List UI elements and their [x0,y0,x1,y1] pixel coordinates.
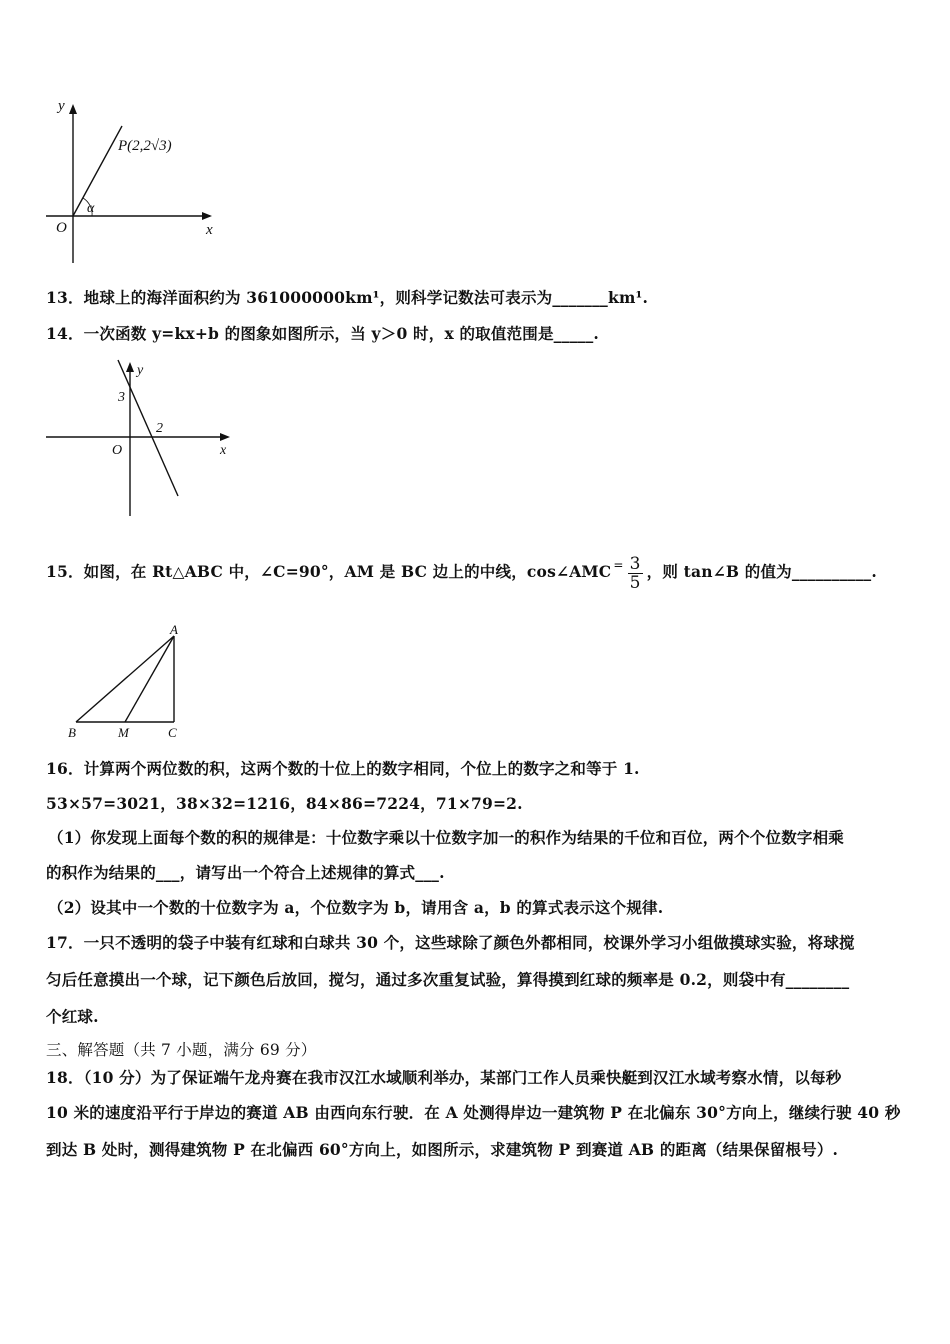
vertex-c-label: C [168,725,177,740]
vertex-b-label: B [68,725,76,740]
ray-op [73,126,122,216]
angle-alpha-label: α [87,201,95,216]
segment-am [125,636,174,722]
function-line [118,360,178,496]
figure-point-p-svg [40,98,225,268]
y-axis-label: y [137,363,144,378]
question-18-line-1: 18．（10 分）为了保证端午龙舟赛在我市汉江水域顺利举办，某部门工作人员乘快艇到汉江水域考察水情，以每秒 [46,1068,842,1087]
question-15-suffix: ，则 tan∠B 的值为__________. [646,562,877,581]
x-axis-arrow [202,212,212,220]
x-axis-arrow [220,433,230,441]
section-3-title: 三、解答题（共 7 小题，满分 69 分） [46,1041,317,1059]
figure-triangle-svg [60,620,200,745]
question-18-line-2: 10 米的速度沿平行于岸边的赛道 AB 由西向东行驶．在 A 处测得岸边一建筑物 P 在北偏东 30°方向上，继续行驶 40 秒 [46,1103,901,1122]
point-p-label: P(2,2√3) [118,138,172,154]
question-14: 14．一次函数 y=kx+b 的图象如图所示，当 y＞0 时，x 的取值范围是_____. [46,324,600,343]
question-15-fraction [628,555,643,592]
question-15-equals: = [613,558,624,572]
y-axis-label: y [58,98,65,114]
question-17-line-2: 匀后任意摸出一个球，记下颜色后放回，搅匀，通过多次重复试验，算得摸到红球的频率是 0.2，则袋中有________ [46,970,850,989]
question-15 [46,552,877,593]
fraction-numerator: 3 [629,553,641,574]
x-axis-label: x [220,443,227,458]
y-axis-arrow [126,362,134,372]
point-m-label: M [118,725,129,740]
figure-point-p-graph [40,98,225,268]
origin-label: O [112,443,123,458]
y-intercept-label: 3 [118,390,125,405]
y-axis-arrow [69,104,77,114]
fraction-denominator: 5 [629,572,641,593]
question-13: 13．地球上的海洋面积约为 361000000km¹，则科学记数法可表示为_______km¹. [46,288,649,307]
x-axis-label: x [206,222,213,238]
question-16-line-5: （2）设其中一个数的十位数字为 a，个位数字为 b，请用含 a，b 的算式表示这个规律. [48,898,664,917]
question-16-line-1: 16．计算两个两位数的积，这两个数的十位上的数字相同，个位上的数字之和等于 1. [46,759,640,778]
question-17-line-1: 17．一只不透明的袋子中装有红球和白球共 30 个，这些球除了颜色外都相同，校课外学习小组做摸球实验，将球搅 [46,933,855,952]
question-18-line-3: 到达 B 处时，测得建筑物 P 在北偏西 60°方向上，如图所示，求建筑物 P 到赛道 AB 的距离（结果保留根号）. [46,1140,839,1159]
figure-triangle-abc [60,620,200,745]
question-17-line-3: 个红球. [46,1007,99,1026]
vertex-a-label: A [170,622,178,637]
question-16-line-4: 的积作为结果的___，请写出一个符合上述规律的算式___. [46,863,445,882]
question-16-line-3: （1）你发现上面每个数的积的规律是：十位数字乘以十位数字加一的积作为结果的千位和百位，两个个位数字相乘 [48,828,844,847]
origin-label: O [56,220,67,236]
figure-linear-function-graph [40,356,240,521]
figure-linear-function-svg [40,356,240,521]
x-intercept-label: 2 [156,421,163,436]
question-15-prefix: 15．如图，在 Rt△ABC 中，∠C=90°，AM 是 BC 边上的中线，cos∠AMC [46,562,612,581]
segment-ba [76,636,174,722]
question-16-line-2: 53×57=3021，38×32=1216，84×86=7224，71×79=2. [46,794,523,813]
